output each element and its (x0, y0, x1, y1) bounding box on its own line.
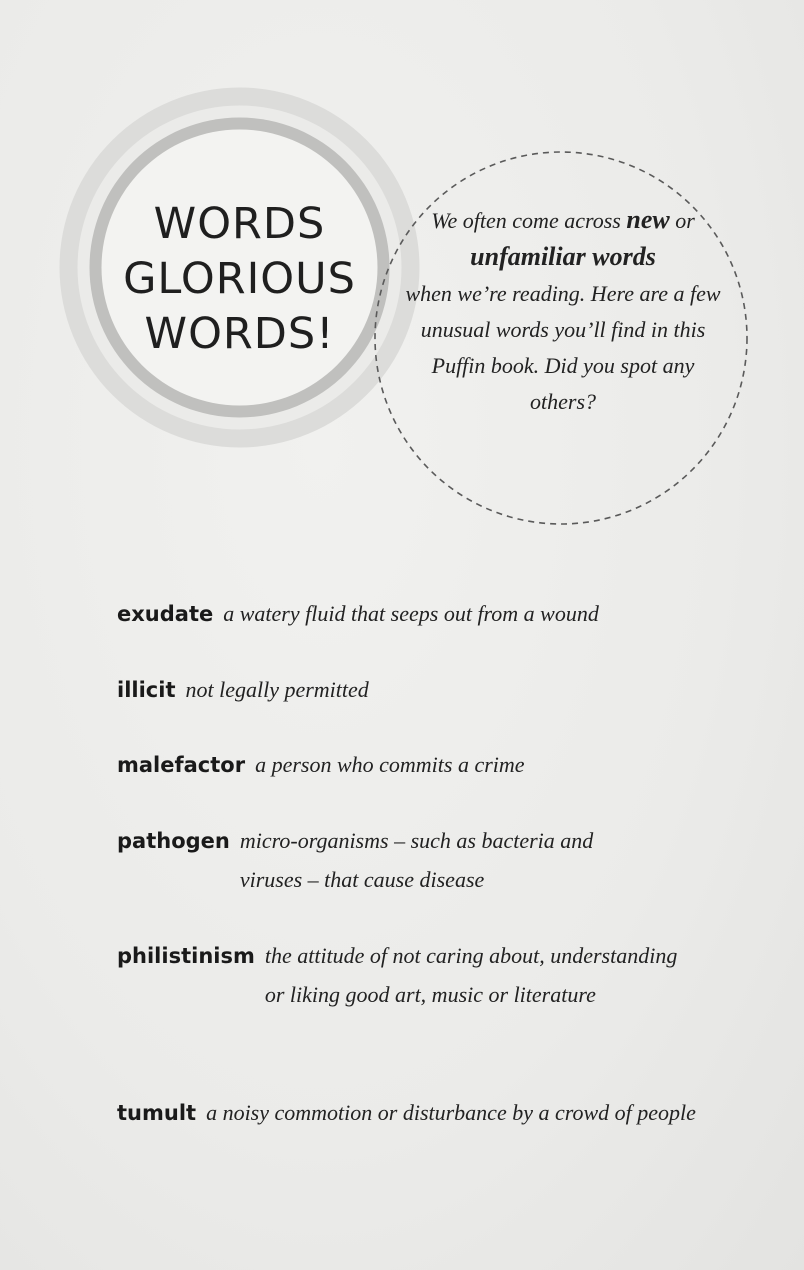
glossary-definition: not legally permitted (185, 677, 369, 702)
glossary-entry (117, 821, 657, 899)
glossary-entry (117, 594, 599, 633)
glossary-definition: a person who commits a crime (255, 752, 525, 777)
glossary-term: malefactor (117, 753, 246, 777)
glossary-entry (117, 745, 525, 784)
glossary-term: exudate (117, 602, 214, 626)
intro-emphasis-new: new (626, 205, 670, 234)
glossary-definition: the attitude of not caring about, understanding or liking good art, music or literature (264, 943, 678, 1007)
glossary-definition: micro-organisms – such as bacteria and viruses – that cause disease (239, 828, 594, 892)
glossary-entry (117, 936, 697, 1014)
intro-part-3: when we’re reading. Here are a few unusual words you’ll find in this Puffin book. Did you spot any others? (405, 281, 721, 414)
intro-part-1: We often come across (431, 208, 621, 233)
title-line-2: GLORIOUS (123, 254, 356, 304)
glossary-definition: a watery fluid that seeps out from a wound (223, 601, 599, 626)
intro-emphasis-unfamiliar: unfamiliar words (470, 242, 656, 271)
intro-part-2: or (675, 208, 695, 233)
title-line-1: WORDS (153, 199, 326, 249)
glossary-term: tumult (117, 1101, 197, 1125)
glossary-definition: a noisy commotion or disturbance by a crowd of people (206, 1100, 696, 1125)
glossary-entry (117, 670, 369, 709)
glossary-entry (117, 1093, 707, 1132)
intro-bubble (373, 148, 749, 528)
intro-text (403, 202, 723, 420)
glossary-term: philistinism (117, 944, 255, 968)
glossary-term: illicit (117, 678, 176, 702)
title-line-3: WORDS! (144, 309, 335, 359)
glossary-term: pathogen (117, 829, 230, 853)
title-badge (51, 79, 428, 456)
page-title (51, 197, 428, 362)
